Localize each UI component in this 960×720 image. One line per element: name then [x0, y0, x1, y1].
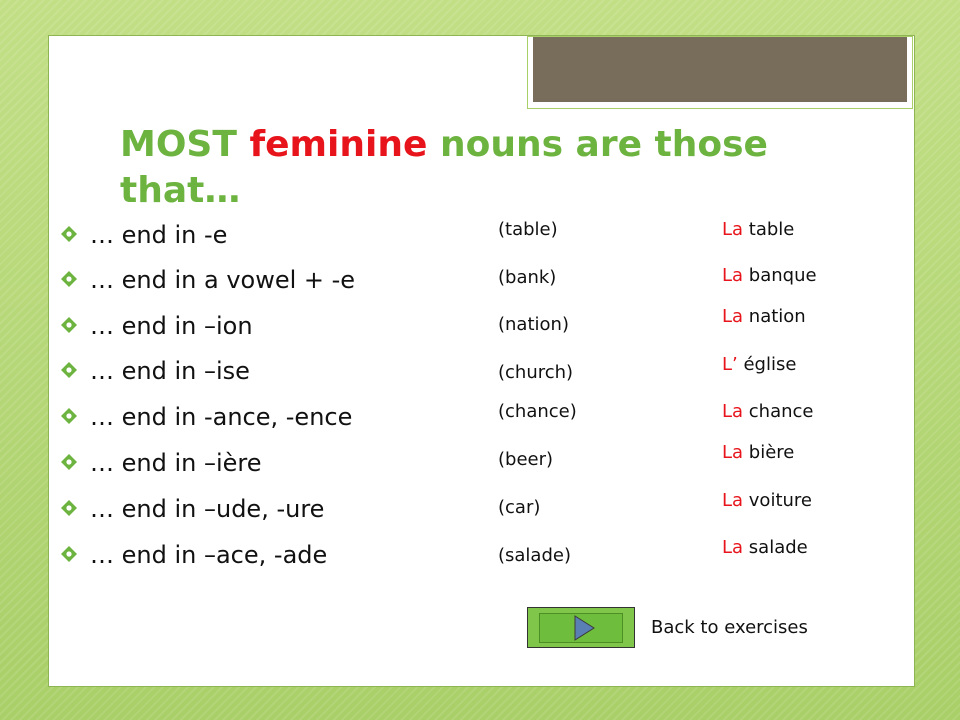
- french-noun: [722, 442, 794, 463]
- english-gloss: (bank): [498, 267, 557, 288]
- noun: salade: [743, 537, 808, 558]
- diamond-bullet-icon: [60, 499, 78, 517]
- diamond-bullet-icon: [60, 361, 78, 379]
- rule-item: [60, 535, 460, 575]
- noun: banque: [743, 265, 817, 286]
- rule-text: … end in -e: [90, 221, 228, 249]
- rule-text: … end in -ance, -ence: [90, 403, 353, 431]
- page-number-box: [527, 36, 913, 109]
- rule-text: … end in –ière: [90, 449, 262, 477]
- noun: chance: [743, 401, 814, 422]
- english-gloss: (church): [498, 362, 574, 383]
- english-gloss: (car): [498, 497, 541, 518]
- article: La: [722, 401, 744, 422]
- diamond-bullet-icon: [60, 453, 78, 471]
- button-face: [539, 613, 623, 643]
- french-noun: [722, 537, 808, 558]
- rule-item: [60, 260, 460, 300]
- article: La: [722, 265, 744, 286]
- article: La: [722, 442, 744, 463]
- english-gloss: (chance): [498, 401, 577, 422]
- english-gloss: (beer): [498, 449, 554, 470]
- page-number: 4: [495, 36, 504, 51]
- article: La: [722, 219, 744, 240]
- rule-item: [60, 351, 460, 391]
- noun: bière: [743, 442, 795, 463]
- noun: église: [737, 354, 797, 375]
- article: L’: [722, 354, 738, 375]
- play-triangle-icon: [539, 613, 623, 643]
- noun: nation: [743, 306, 806, 327]
- french-noun: [722, 306, 806, 327]
- slide-title: [120, 122, 820, 214]
- article: La: [722, 490, 744, 511]
- title-most: MOST: [120, 124, 237, 165]
- diamond-bullet-icon: [60, 225, 78, 243]
- rule-text: … end in –ion: [90, 312, 253, 340]
- diamond-bullet-icon: [60, 407, 78, 425]
- diamond-bullet-icon: [60, 316, 78, 334]
- back-to-exercises-label: Back to exercises: [651, 617, 808, 638]
- english-gloss: (table): [498, 219, 558, 240]
- french-noun: [722, 265, 817, 286]
- rule-text: … end in a vowel + -e: [90, 266, 356, 294]
- english-gloss: (salade): [498, 545, 571, 566]
- diamond-bullet-icon: [60, 545, 78, 563]
- rule-text: … end in –ude, -ure: [90, 495, 325, 523]
- article: La: [722, 537, 744, 558]
- title-feminine: feminine: [249, 124, 428, 165]
- french-noun: [722, 401, 814, 422]
- noun: table: [743, 219, 795, 240]
- page-number-panel: [533, 37, 907, 102]
- french-noun: [722, 219, 794, 240]
- rule-text: … end in –ace, -ade: [90, 541, 328, 569]
- article: La: [722, 306, 744, 327]
- rule-item: [60, 489, 460, 529]
- rule-text: … end in –ise: [90, 357, 250, 385]
- rule-item: [60, 306, 460, 346]
- french-noun: [722, 490, 812, 511]
- english-gloss: (nation): [498, 314, 569, 335]
- rule-item: [60, 397, 460, 437]
- title-rest: nouns are those that…: [120, 124, 768, 211]
- diamond-bullet-icon: [60, 270, 78, 288]
- back-to-exercises-button[interactable]: [527, 607, 635, 648]
- french-noun: [722, 354, 796, 375]
- rule-item: [60, 443, 460, 483]
- rule-item: [60, 215, 460, 255]
- noun: voiture: [743, 490, 812, 511]
